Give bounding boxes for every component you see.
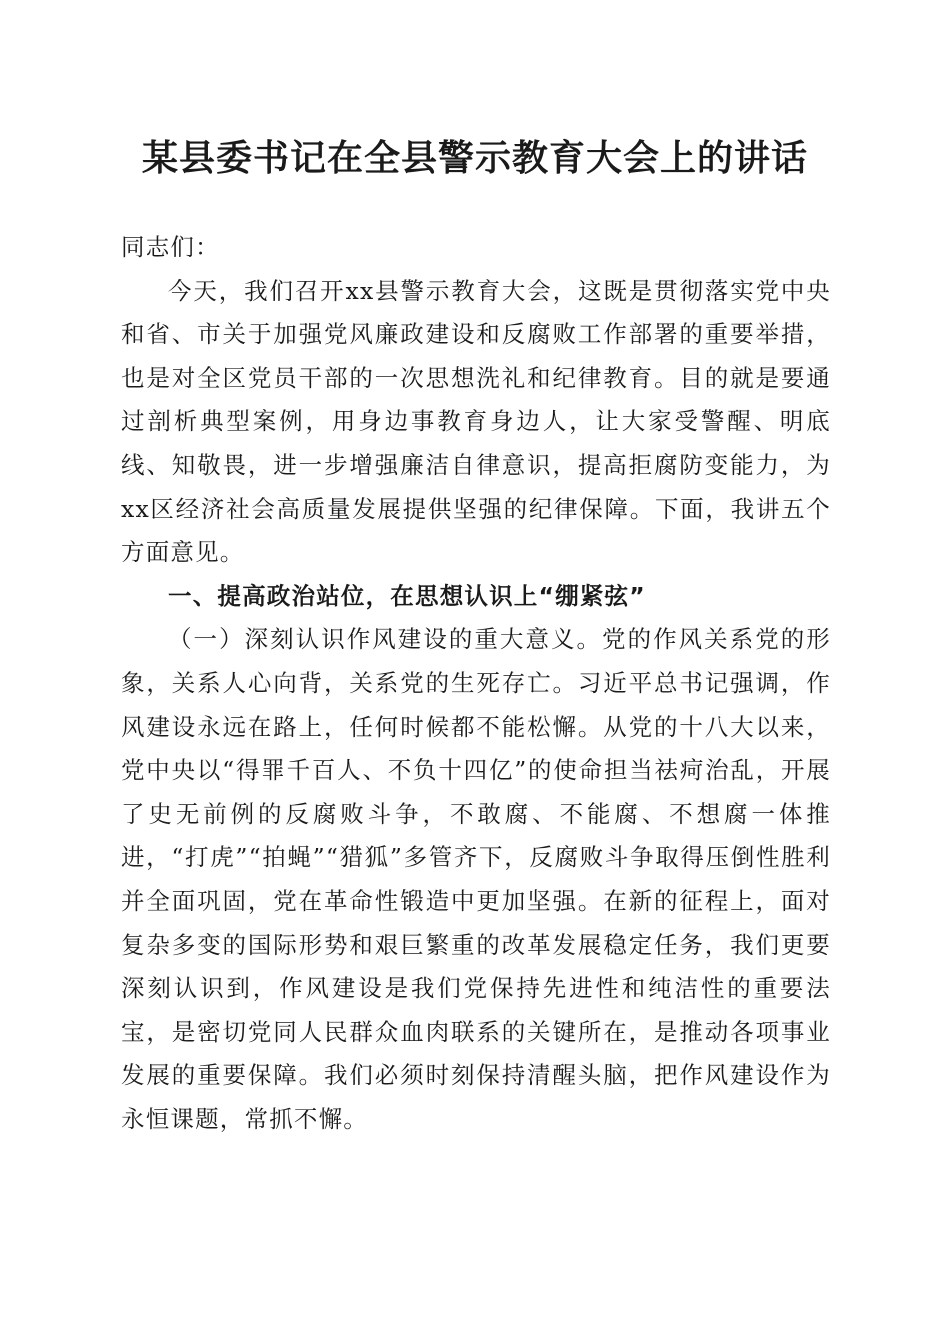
document-body	[121, 226, 831, 1141]
section-1-heading: 一、提高政治站位，在思想认识上“绷紧弦”	[168, 581, 646, 610]
salutation: 同志们：	[121, 233, 220, 261]
intro-paragraph: 今天，我们召开xx县警示教育大会，这既是贯彻落实党中央和省、市关于加强党风廉政建设和反腐败工作部署的重要举措，也是对全区党员干部的一次思想洗礼和纪律教育。目的就是要通过剖析典型案例，用身边事教育身边人，让大家受警醒、明底线、知敬畏，进一步增强廉洁自律意识，提高拒腐防变能力，为xx区经济社会高质量发展提供坚强的纪律保障。下面，我讲五个方面意见。	[121, 276, 831, 567]
section-1-1-paragraph: （一）深刻认识作风建设的重大意义。党的作风关系党的形象，关系人心向背，关系党的生死存亡。习近平总书记强调，作风建设永远在路上，任何时候都不能松懈。从党的十八大以来，党中央以“得罪千百人、不负十四亿”的使命担当祛疴治乱，开展了史无前例的反腐败斗争，不敢腐、不能腐、不想腐一体推进，“打虎”“拍蝇”“猎狐”多管齐下，反腐败斗争取得压倒性胜利并全面巩固，党在革命性锻造中更加坚强。在新的征程上，面对复杂多变的国际形势和艰巨繁重的改革发展稳定任务，我们更要深刻认识到，作风建设是我们党保持先进性和纯洁性的重要法宝，是密切党同人民群众血肉联系的关键所在，是推动各项事业发展的重要保障。我们必须时刻保持清醒头脑，把作风建设作为永恒课题，常抓不懈。	[121, 625, 831, 1133]
document-title: 某县委书记在全县警示教育大会上的讲话	[141, 137, 808, 179]
